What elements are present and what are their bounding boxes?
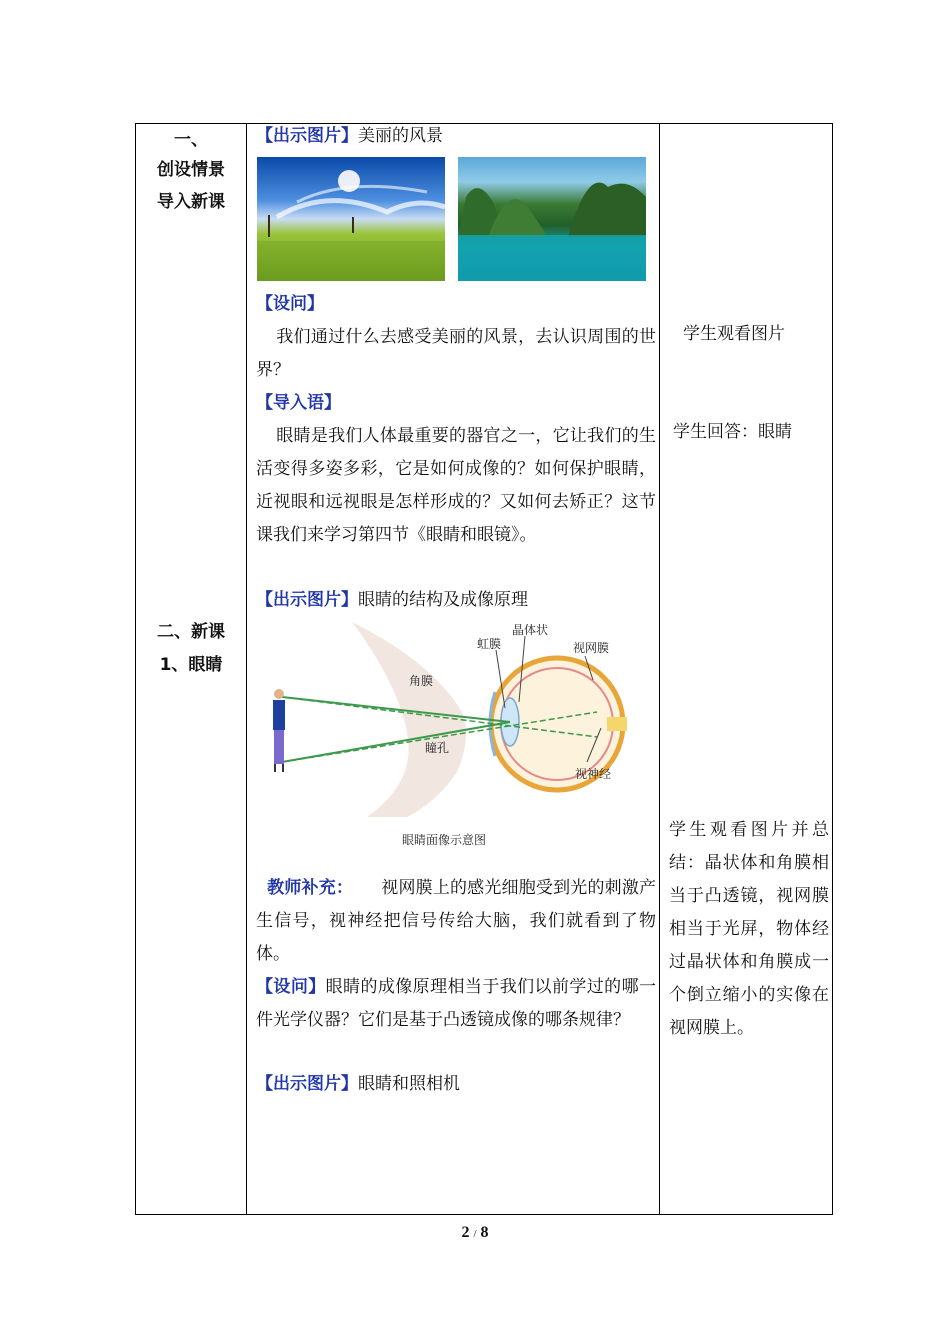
student-response-2: 学生回答：眼睛 [673,422,792,442]
intro-tag: 【导入语】 [256,393,341,413]
stage1-title-a: 创设情景 [157,160,225,180]
teacher-note-tag: 教师补充： [267,878,354,898]
lesson-table [135,123,833,1215]
total-pages: 8 [480,1224,489,1241]
page-number [0,1224,950,1242]
student-activity-column [660,124,833,1215]
label-cornea: 角膜 [409,674,434,688]
question-tag: 【设问】 [256,294,324,314]
show-picture-line-3 [256,1068,656,1101]
show-picture-tag: 【出示图片】 [256,1074,358,1094]
eye-structure-figure [257,622,627,862]
question-heading-1 [256,288,656,321]
show-picture-line-2 [256,584,656,617]
label-optic-nerve: 视神经 [575,767,612,781]
show-picture-line-1 [256,120,656,153]
landscape-meadow-image [257,157,445,281]
question-paragraph-2 [256,971,656,1037]
stage-column [136,124,247,1215]
show-picture-tag: 【出示图片】 [256,590,358,610]
show-picture-text: 眼睛和照相机 [358,1074,460,1094]
intro-paragraph [256,420,656,552]
figure-caption: 眼睛面像示意图 [402,833,487,847]
table-row [136,124,833,1215]
label-iris: 虹膜 [477,637,502,651]
teacher-note-text: 视网膜上的感光细胞受到光的刺激产生信号，视神经把信号传给大脑，我们就看到了物体。 [256,878,657,964]
label-lens: 晶体状 [512,623,549,637]
student-response-1: 学生观看图片 [683,324,785,344]
current-page: 2 [461,1224,470,1241]
question-tag: 【设问】 [256,977,326,997]
student-response-3: 学生观看图片并总结：晶状体和角膜相当于凸透镜，视网膜相当于光屏，物体经过晶状体和角膜成一个倒立缩小的实像在视网膜上。 [669,820,829,1038]
stage2-subtitle: 1、眼睛 [159,655,223,675]
landscape-bay-image [458,157,646,281]
teacher-note-paragraph [256,872,656,971]
show-picture-text: 眼睛的结构及成像原理 [358,590,528,610]
question-text: 我们通过什么去感受美丽的风景，去认识周围的世界？ [256,327,656,380]
intro-text: 眼睛是我们人体最重要的器官之一，它让我们的生活变得多姿多彩，它是如何成像的？如何保护眼睛，近视眼和远视眼是怎样形成的？又如何去矫正？这节课我们来学习第四节《眼睛和眼镜》。 [256,426,656,545]
stage1-title-b: 导入新课 [157,192,225,212]
page-separator: / [473,1228,477,1240]
label-pupil: 瞳孔 [425,741,450,755]
question-text: 眼睛的成像原理相当于我们以前学过的哪一件光学仪器？它们是基于凸透镜成像的哪条规律？ [256,977,657,1030]
show-picture-tag: 【出示图片】 [256,126,358,146]
question-paragraph-1 [256,321,656,387]
intro-heading [256,387,656,420]
stage1-number: 一、 [174,130,208,150]
show-picture-text: 美丽的风景 [358,126,443,146]
content-column [247,124,660,1215]
label-retina: 视网膜 [573,641,610,655]
stage2-title: 二、新课 [157,622,225,642]
